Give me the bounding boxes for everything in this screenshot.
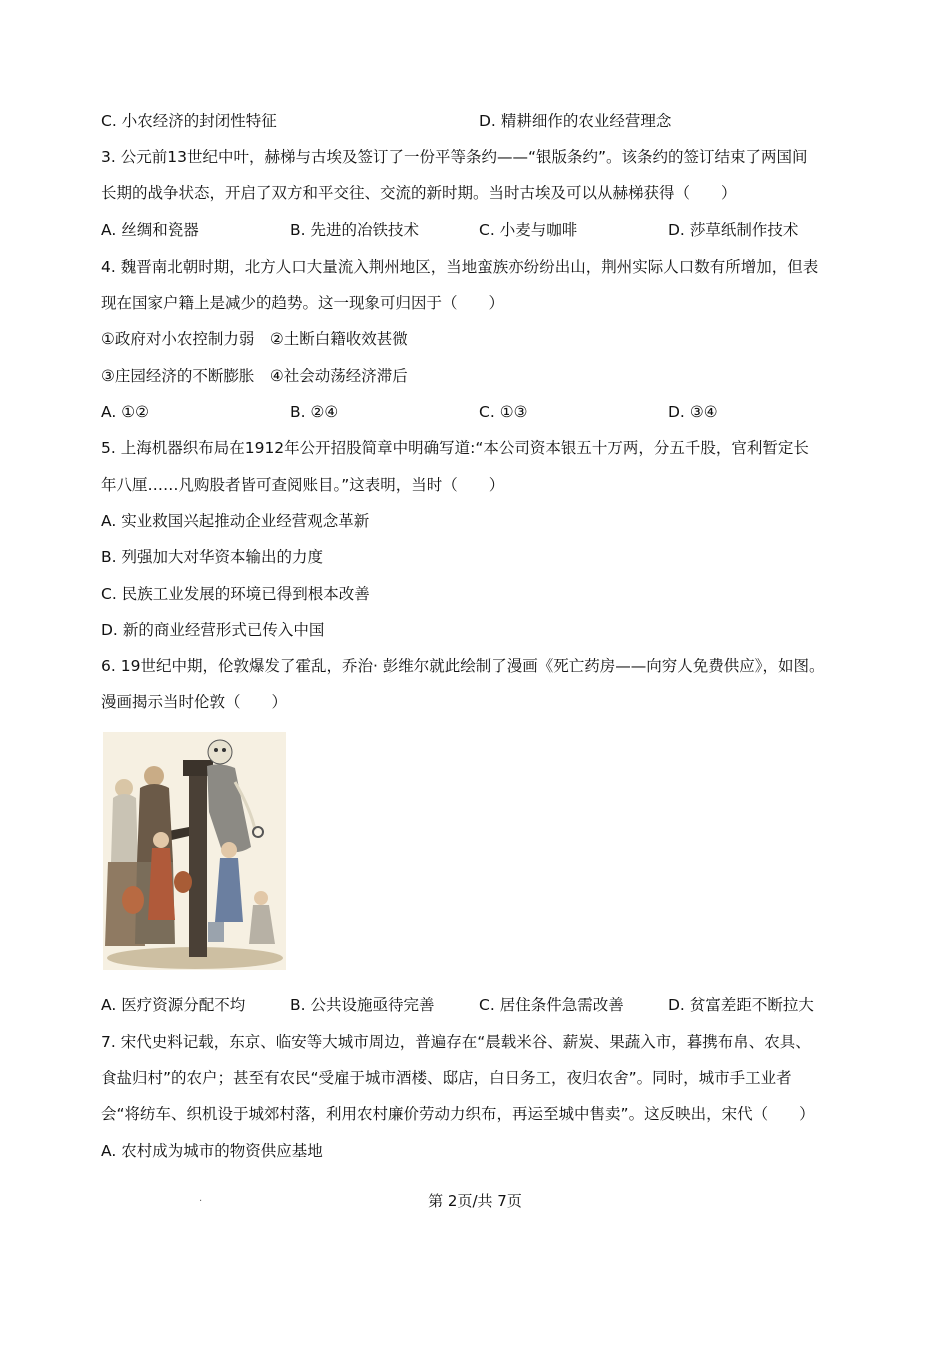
question-5-stem-line-1: 5. 上海机器织布局在1912年公开招股简章中明确写道:“本公司资本银五十万两，分五千股，官利暂定长	[101, 439, 809, 457]
option-b: B. 列强加大对华资本输出的力度	[101, 548, 324, 566]
option-c: C. 居住条件急需改善	[479, 996, 624, 1014]
cartoon-illustration	[103, 732, 286, 970]
option-b: B. ②④	[290, 403, 339, 421]
page-number: 第 2页/共 7页	[428, 1192, 522, 1210]
question-3-stem-line-2: 长期的战争状态，开启了双方和平交往、交流的新时期。当时古埃及可以从赫梯获得（ ）	[101, 184, 737, 202]
option-d: D. ③④	[668, 403, 718, 421]
question-4-item-line-1: ①政府对小农控制力弱 ②土断白籍收效甚微	[101, 330, 408, 348]
question-3-stem-line-1: 3. 公元前13世纪中叶，赫梯与古埃及签订了一份平等条约——“银版条约”。该条约的签订结束了两国间	[101, 148, 808, 166]
option-d: D. 新的商业经营形式已传入中国	[101, 621, 325, 639]
option-a: A. 丝绸和瓷器	[101, 221, 199, 239]
question-6-stem-line-1: 6. 19世纪中期，伦敦爆发了霍乱，乔治· 彭维尔就此绘制了漫画《死亡药房——向穷人免费供应》，如图。	[101, 657, 825, 675]
option-d: D. 精耕细作的农业经营理念	[479, 112, 672, 130]
question-4-item-line-2: ③庄园经济的不断膨胀 ④社会动荡经济滞后	[101, 367, 408, 385]
option-c: C. ①③	[479, 403, 528, 421]
option-a: A. ①②	[101, 403, 149, 421]
option-d: D. 贫富差距不断拉大	[668, 996, 814, 1014]
question-7-stem-line-1: 7. 宋代史料记载，东京、临安等大城市周边，普遍存在“晨载米谷、薪炭、果蔬入市，暮携布帛、农具、	[101, 1033, 811, 1051]
question-7-stem-line-2: 食盐归村”的农户；甚至有农民“受雇于城市酒楼、邸店，白日务工，夜归农舍”。同时，城市手工业者	[101, 1069, 792, 1087]
option-a: A. 农村成为城市的物资供应基地	[101, 1142, 323, 1160]
question-5-stem-line-2: 年八厘……凡购股者皆可查阅账目。”这表明，当时（ ）	[101, 476, 505, 494]
option-a: A. 医疗资源分配不均	[101, 996, 246, 1014]
option-c: C. 民族工业发展的环境已得到根本改善	[101, 585, 370, 603]
option-c: C. 小农经济的封闭性特征	[101, 112, 277, 130]
footer-dot: .	[199, 1193, 203, 1204]
question-4-stem-line-1: 4. 魏晋南北朝时期，北方人口大量流入荆州地区，当地蛮族亦纷纷出山，荆州实际人口数有所增加，但表	[101, 258, 819, 276]
question-6-stem-line-2: 漫画揭示当时伦敦（ ）	[101, 693, 288, 711]
option-d: D. 莎草纸制作技术	[668, 221, 799, 239]
option-b: B. 先进的冶铁技术	[290, 221, 420, 239]
option-b: B. 公共设施亟待完善	[290, 996, 435, 1014]
option-a: A. 实业救国兴起推动企业经营观念革新	[101, 512, 370, 530]
option-c: C. 小麦与咖啡	[479, 221, 578, 239]
question-4-stem-line-2: 现在国家户籍上是减少的趋势。这一现象可归因于（ ）	[101, 294, 505, 312]
question-7-stem-line-3: 会“将纺车、织机设于城郊村落，利用农村廉价劳动力织布，再运至城中售卖”。这反映出，宋代（ ）	[101, 1105, 815, 1123]
